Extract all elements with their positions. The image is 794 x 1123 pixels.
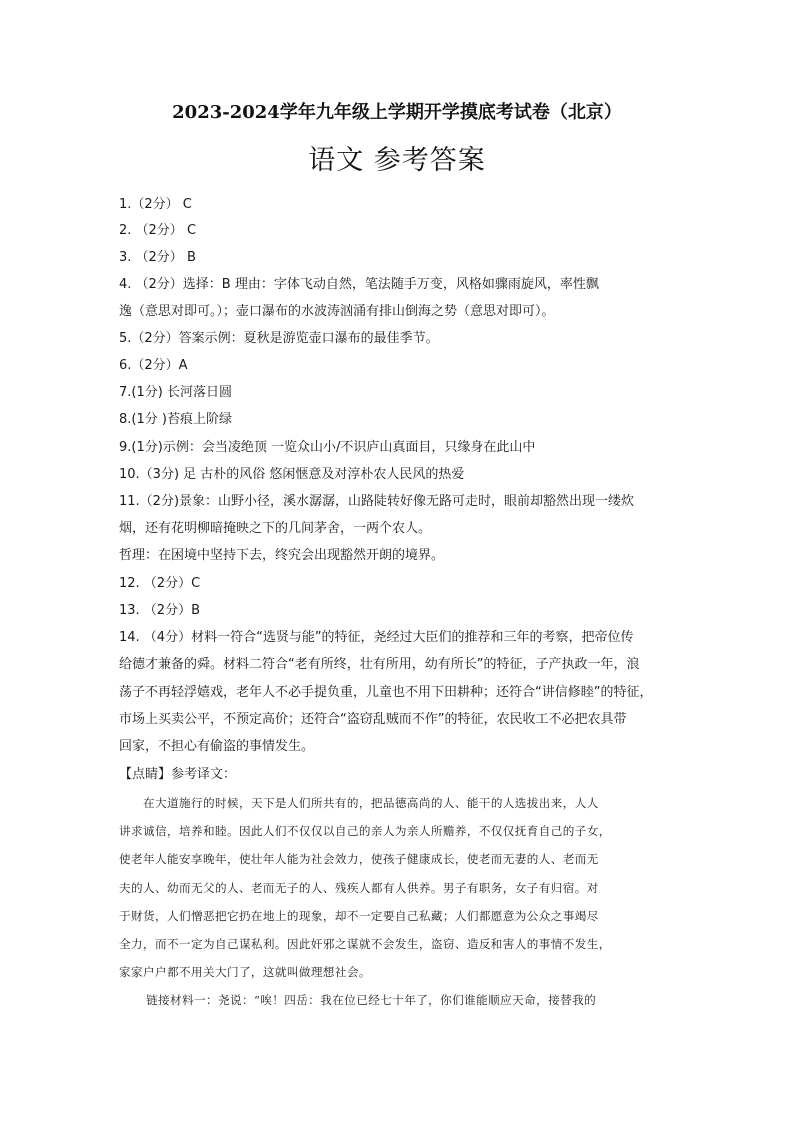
page-title: 2023-2024学年九年级上学期开学摸底考试卷（北京） bbox=[172, 102, 622, 123]
answer-line-8: 8.(1分 )苔痕上阶绿 bbox=[119, 412, 232, 427]
answer-line-14-cont-1: 给德才兼备的舜。材料二符合“老有所终，壮有所用，幼有所长”的特征，子产执政一年，浪 bbox=[119, 657, 640, 672]
answer-line-7: 7.(1分) 长河落日圆 bbox=[119, 385, 232, 400]
answer-line-9: 9.(1分)示例：会当凌绝顶 一览众山小/不识庐山真面目，只缘身在此山中 bbox=[119, 440, 536, 455]
answer-line-14-cont-4: 回家，不担心有偷盗的事情发生。 bbox=[119, 739, 315, 754]
answer-line-11: 11.（2分)景象：山野小径，溪水潺潺，山路陡转好像无路可走时，眼前却豁然出现一缕炊 bbox=[119, 494, 635, 509]
translation-line-7: 家家户户都不用关大门了，这就叫做理想社会。 bbox=[119, 965, 371, 979]
answer-line-14-cont-3: 市场上买卖公平，不预定高价；还符合“盗窃乱贼而不作”的特征，农民收工不必把农具带 bbox=[119, 712, 627, 727]
answer-line-14: 14. （4分）材料一符合“选贤与能”的特征，尧经过大臣们的推荐和三年的考察，把帝位传 bbox=[119, 630, 634, 645]
answer-line-2: 2. （2分） C bbox=[119, 223, 197, 238]
answer-line-11-cont: 烟，还有花明柳暗掩映之下的几间茅舍，一两个农人。 bbox=[119, 521, 432, 536]
answer-line-13: 13. （2分）B bbox=[119, 603, 200, 618]
answer-line-12: 12. （2分）C bbox=[119, 576, 201, 591]
answer-line-3: 3. （2分） B bbox=[119, 250, 196, 265]
translation-line-8: 链接材料一：尧说：“唉！四岳：我在位已经七十年了，你们谁能顺应天命，接替我的 bbox=[146, 993, 597, 1007]
answer-line-4-cont: 逸（意思对即可。）；壶口瀑布的水波涛汹涌有排山倒海之势（意思对即可）。 bbox=[119, 304, 555, 319]
translation-line-1: 在大道施行的时候，天下是人们所共有的，把品德高尚的人、能干的人选拔出来，人人 bbox=[143, 796, 599, 810]
answer-line-4: 4. （2分）选择：B 理由：字体飞动自然，笔法随手万变，风格如骤雨旋风，率性飘 bbox=[119, 277, 599, 292]
translation-line-4: 夫的人、幼而无父的人、老而无子的人、残疾人都有人供养。男子有职务，女子有归宿。对 bbox=[119, 881, 599, 895]
translation-line-6: 全力，而不一定为自己谋私利。因此奸邪之谋就不会发生，盗窃、造反和害人的事情不发生， bbox=[119, 937, 611, 951]
page-subtitle: 语文 参考答案 bbox=[308, 145, 486, 176]
answer-line-10: 10.（3分) 足 古朴的风俗 悠闲惬意及对淳朴农人民风的热爱 bbox=[119, 467, 465, 482]
answer-line-14-cont-2: 荡子不再轻浮嬉戏，老年人不必手提负重，儿童也不用下田耕种；还符合“讲信修睦”的特征， bbox=[119, 685, 653, 700]
translation-line-5: 于财货，人们憎恶把它扔在地上的现象，却不一定要自己私藏；人们都愿意为公众之事竭尽 bbox=[119, 909, 599, 923]
answer-line-1: 1.（2分） C bbox=[119, 197, 192, 212]
key-points-heading: 【点睛】参考译文： bbox=[119, 767, 237, 782]
translation-line-2: 讲求诚信，培养和睦。因此人们不仅仅以自己的亲人为亲人所赡养，不仅仅抚育自己的子女， bbox=[119, 824, 611, 838]
answer-line-6: 6.（2分）A bbox=[119, 358, 188, 373]
translation-line-3: 使老年人能安享晚年，使壮年人能为社会效力，使孩子健康成长，使老而无妻的人、老而无 bbox=[119, 852, 599, 866]
answer-line-5: 5.（2分）答案示例：夏秋是游览壶口瀑布的最佳季节。 bbox=[119, 331, 439, 346]
answer-line-11-philosophy: 哲理：在困境中坚持下去，终究会出现豁然开朗的境界。 bbox=[119, 548, 445, 563]
